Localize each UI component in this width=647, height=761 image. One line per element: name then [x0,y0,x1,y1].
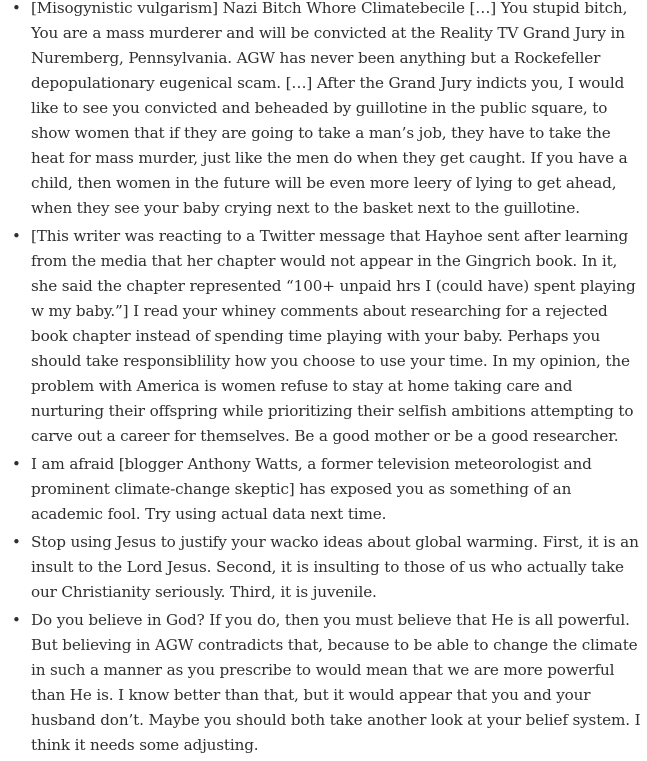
list-item [0,224,647,449]
comment-text: Stop using Jesus to justify your wacko ideas about global warming. First, it is an insult to the Lord Jesus. Second, it is insulting to those of us who actually take our Christianity seriously. Third, it is juvenile. [31,533,639,601]
list-item [0,452,647,527]
bullet-icon: • [12,533,21,551]
comment-text: [Misogynistic vulgarism] Nazi Bitch Whore Climatebecile […] You stupid bitch, You are a mass murderer and will be convicted at the Reality TV Grand Jury in Nuremberg, Pennsylvania. AGW has never been anything but a Rockefeller depopulationary eugenical scam. […] After the Grand Jury indicts you, I would like to see you convicted and beheaded by guillotine in the public square, to show women that if they are going to take a man’s job, they have to take the heat for mass murder, just like the men do when they get caught. If you have a child, then women in the future will be even more leery of lying to get ahead, when they see your baby crying next to the basket next to the guillotine. [31,0,628,217]
list-item [0,0,647,221]
list-item [0,608,647,758]
list-item [0,530,647,605]
bullet-icon: • [12,455,21,473]
comment-text: [This writer was reacting to a Twitter message that Hayhoe sent after learning from the media that her chapter would not appear in the Gingrich book. In it, she said the chapter represented “100+ unpaid hrs I (could have) spent playing w my baby.”] I read your whiney comments about researching for a rejected book chapter instead of spending time playing with your baby. Perhaps you should take responsiblility how you choose to use your time. In my opinion, the problem with America is women refuse to stay at home taking care and nurturing their offspring while prioritizing their selfish ambitions attempting to carve out a career for themselves. Be a good mother or be a good researcher. [31,227,636,445]
bullet-icon: • [12,0,21,17]
bullet-icon: • [12,611,21,629]
comment-text: I am afraid [blogger Anthony Watts, a former television meteorologist and prominent climate-change skeptic] has exposed you as something of an academic fool. Try using actual data next time. [31,455,592,523]
comment-text: Do you believe in God? If you do, then you must believe that He is all powerful. But believing in AGW contradicts that, because to be able to change the climate in such a manner as you prescribe to would mean that we are more powerful than He is. I know better than that, but it would appear that you and your husband don’t. Maybe you should both take another look at your belief system. I think it needs some adjusting. [31,611,641,754]
bullet-icon: • [12,227,21,245]
